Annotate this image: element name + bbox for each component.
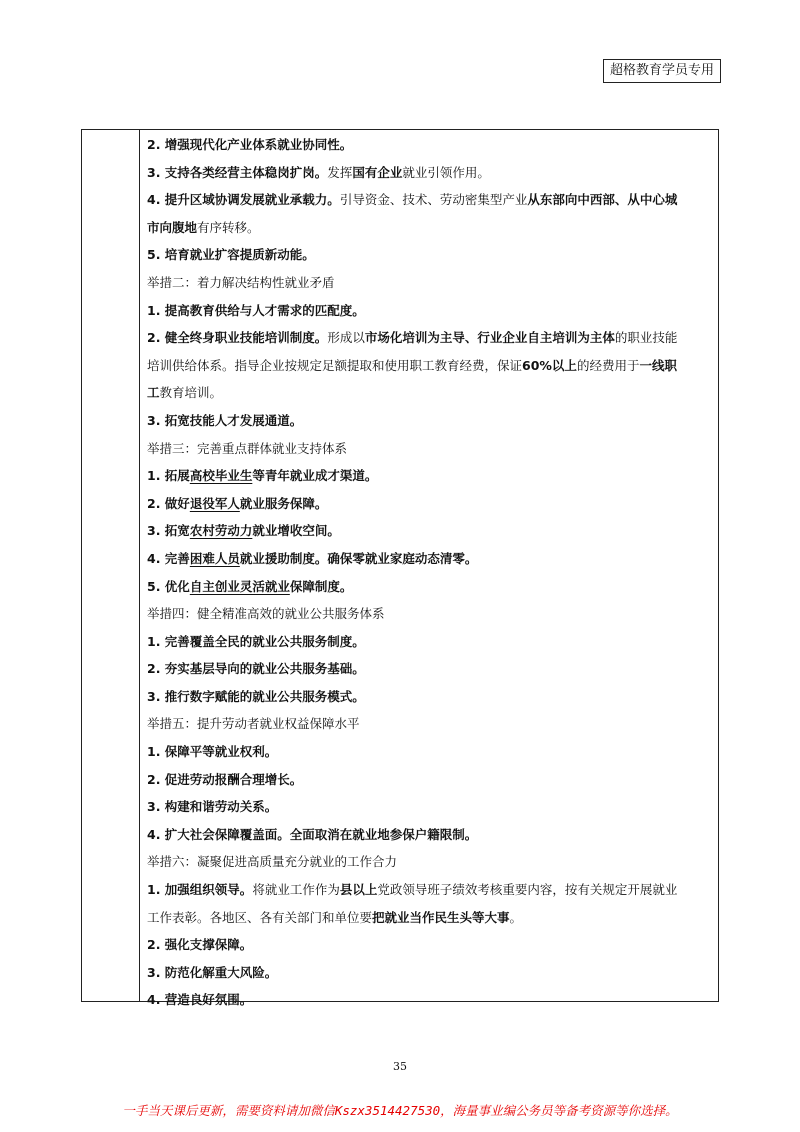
text-segment: 从东部向中西部、从中心城: [527, 192, 678, 208]
content-line: [147, 848, 713, 876]
text-segment: 一线职: [639, 357, 677, 373]
text-segment: 工: [147, 385, 160, 401]
content-line: [147, 214, 713, 242]
content-line: [147, 241, 713, 269]
text-segment: 3. 推行数字赋能的就业公共服务模式。: [147, 688, 365, 704]
text-segment: 举措三：完善重点群体就业支持体系: [147, 440, 348, 456]
text-segment: 市场化培训为主导、行业企业自主培训为主体: [364, 330, 615, 346]
content-line: [147, 435, 713, 463]
content-line: [147, 159, 713, 187]
content-line: [147, 297, 713, 325]
content-line: [147, 462, 713, 490]
content-line: [147, 904, 713, 932]
content-line: [147, 600, 713, 628]
content-line: [147, 573, 713, 601]
text-segment: 1. 提高教育供给与人才需求的匹配度。: [147, 302, 365, 318]
text-segment: 1. 完善覆盖全民的就业公共服务制度。: [147, 633, 365, 649]
text-segment: 3. 防范化解重大风险。: [147, 964, 278, 980]
text-segment: 举措六：凝聚促进高质量充分就业的工作合力: [147, 854, 398, 870]
text-segment: 就业引领作用。: [402, 164, 490, 180]
text-segment: 困难人员: [189, 550, 240, 566]
content-line: [147, 352, 713, 380]
text-segment: 1. 加强组织领导。: [147, 882, 253, 898]
content-line: [147, 738, 713, 766]
text-segment: 举措五：提升劳动者就业权益保障水平: [147, 716, 360, 732]
content-line: [147, 407, 713, 435]
text-segment: 有序转移。: [197, 219, 260, 235]
text-segment: 3. 拓宽: [147, 523, 190, 539]
text-segment: 形成以: [327, 330, 365, 346]
text-segment: 将就业工作作为: [252, 882, 340, 898]
content-line: [147, 876, 713, 904]
text-segment: 等青年就业成才渠道。: [252, 468, 378, 484]
content-line: [147, 986, 713, 1014]
text-segment: 3. 拓宽技能人才发展通道。: [147, 412, 303, 428]
text-segment: 。: [509, 909, 523, 925]
text-segment: 教育培训。: [159, 385, 223, 401]
text-segment: 就业增收空间。: [252, 523, 340, 539]
text-segment: 4. 扩大社会保障覆盖面。全面取消在就业地参保户籍限制。: [147, 826, 478, 842]
table-content-cell: [147, 131, 713, 1014]
text-segment: 5. 培育就业扩容提质新动能。: [147, 247, 315, 263]
text-segment: 保障制度。: [289, 578, 353, 594]
text-segment: 市向腹地: [147, 219, 198, 235]
text-segment: 党政领导班子绩效考核重要内容，按有关规定开展就业: [377, 882, 678, 898]
content-line: [147, 517, 713, 545]
text-segment: 县以上: [339, 882, 378, 898]
text-segment: 2. 夯实基层导向的就业公共服务基础。: [147, 661, 365, 677]
text-segment: 2. 促进劳动报酬合理增长。: [147, 771, 303, 787]
page-number: 35: [393, 1060, 407, 1073]
content-line: [147, 959, 713, 987]
content-line: [147, 766, 713, 794]
content-line: [147, 186, 713, 214]
content-line: [147, 655, 713, 683]
content-line: [147, 490, 713, 518]
text-segment: 1. 拓展: [147, 468, 190, 484]
text-segment: 自主创业灵活就业: [189, 578, 290, 594]
text-segment: 5. 优化: [147, 578, 190, 594]
table-column-divider: [139, 129, 140, 1002]
text-segment: 引导资金、技术、劳动密集型产业: [339, 192, 528, 208]
text-segment: 3. 构建和谐劳动关系。: [147, 799, 278, 815]
text-segment: 4. 提升区域协调发展就业承载力。: [147, 192, 340, 208]
text-segment: 就业服务保障。: [239, 495, 328, 511]
content-line: [147, 131, 713, 159]
text-segment: 就业援助制度。确保零就业家庭动态清零。: [239, 550, 478, 566]
text-segment: 高校毕业生: [189, 468, 253, 484]
text-segment: 举措二：着力解决结构性就业矛盾: [147, 274, 335, 290]
content-line: [147, 379, 713, 407]
footer-note: 一手当天课后更新，需要资料请加微信Kszx3514427530，海量事业编公务员等备考资源等你选择。: [122, 1103, 678, 1118]
content-line: [147, 628, 713, 656]
content-line: [147, 324, 713, 352]
content-line: [147, 821, 713, 849]
text-segment: 60%以上: [522, 357, 577, 373]
text-segment: 2. 增强现代化产业体系就业协同性。: [147, 137, 353, 152]
content-line: [147, 683, 713, 711]
content-line: [147, 793, 713, 821]
text-segment: 培训供给体系。指导企业按规定足额提取和使用职工教育经费，保证: [147, 357, 523, 373]
text-segment: 工作表彰。各地区、各有关部门和单位要: [147, 909, 373, 925]
text-segment: 的职业技能: [614, 330, 678, 346]
text-segment: 4. 营造良好氛围。: [147, 992, 253, 1008]
content-line: [147, 269, 713, 297]
text-segment: 2. 健全终身职业技能培训制度。: [147, 330, 328, 346]
text-segment: 2. 做好: [147, 495, 190, 511]
text-segment: 把就业当作民生头等大事: [372, 909, 510, 925]
text-segment: 发挥: [327, 164, 353, 180]
text-segment: 4. 完善: [147, 550, 190, 566]
text-segment: 3. 支持各类经营主体稳岗扩岗。: [147, 164, 328, 180]
header-badge: 超格教育学员专用: [603, 59, 721, 83]
content-line: [147, 931, 713, 959]
text-segment: 农村劳动力: [189, 523, 253, 539]
text-segment: 退役军人: [189, 495, 240, 511]
text-segment: 1. 保障平等就业权利。: [147, 744, 278, 760]
text-segment: 国有企业: [352, 164, 403, 180]
text-segment: 举措四：健全精准高效的就业公共服务体系: [147, 606, 385, 622]
text-segment: 的经费用于: [576, 357, 640, 373]
text-segment: 2. 强化支撑保障。: [147, 937, 253, 953]
content-line: [147, 545, 713, 573]
content-line: [147, 710, 713, 738]
